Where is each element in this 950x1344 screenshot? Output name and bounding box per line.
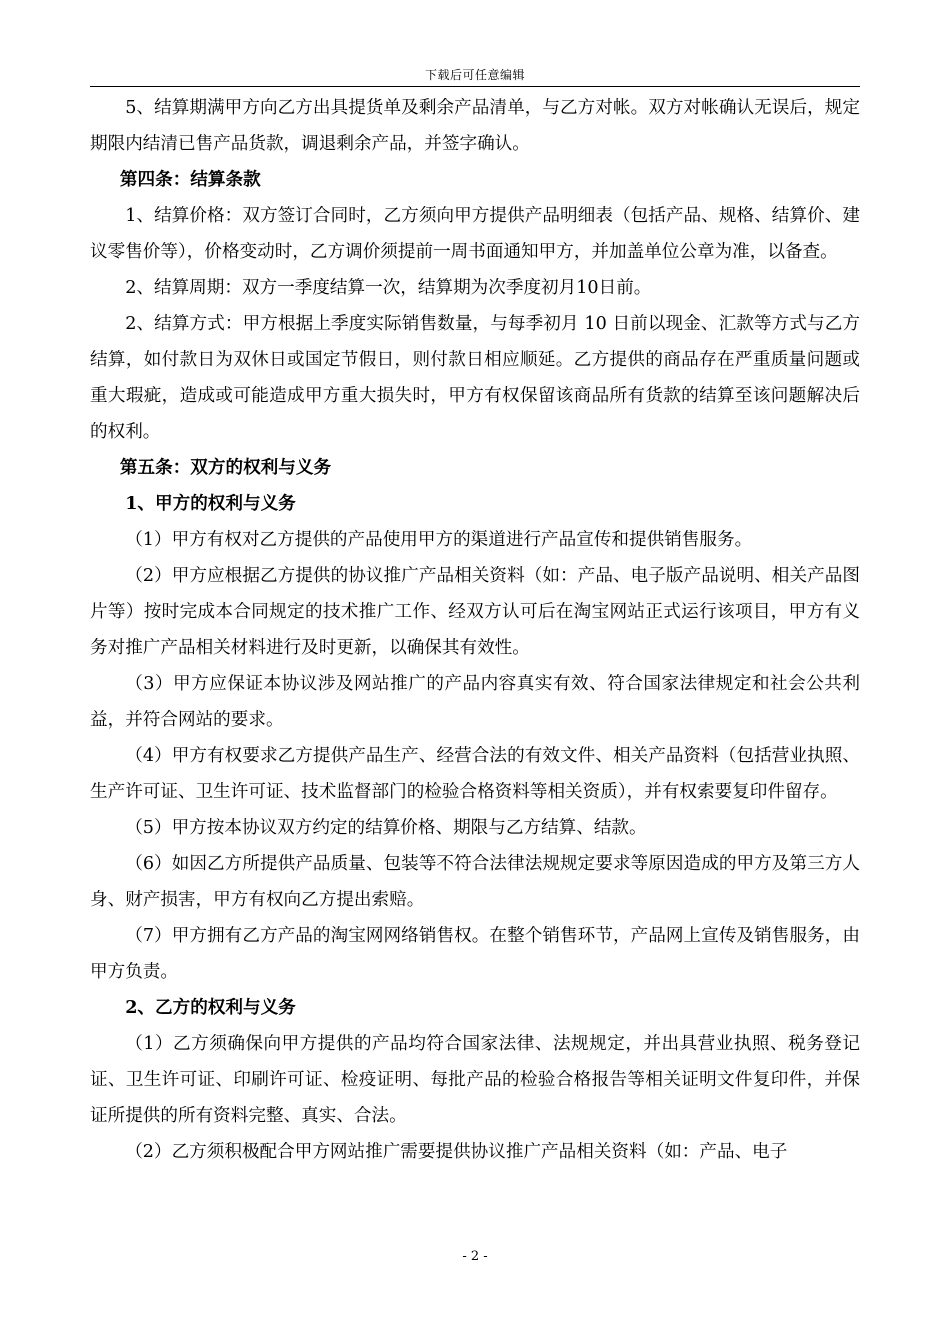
paragraph-settlement-price: 1、结算价格：双方签订合同时，乙方须向甲方提供产品明细表（包括产品、规格、结算价、建议零售价等），价格变动时，乙方调价须提前一周书面通知甲方，并加盖单位公章为准，以备查。 bbox=[90, 206, 860, 262]
party-a-item: （5）甲方按本协议双方约定的结算价格、期限与乙方结算、结款。 bbox=[125, 818, 647, 838]
article-4-heading: 第四条：结算条款 bbox=[119, 169, 261, 190]
party-b-item: （2）乙方须积极配合甲方网站推广需要提供协议推广产品相关资料（如：产品、电子 bbox=[125, 1142, 788, 1162]
party-a-item: （4）甲方有权要求乙方提供产品生产、经营合法的有效文件、相关产品资料（包括营业执照、生产许可证、卫生许可证、技术监督部门的检验合格资料等相关资质），并有权索要复印件留存。 bbox=[90, 746, 860, 802]
paragraph-settlement-5: 5、结算期满甲方向乙方出具提货单及剩余产品清单，与乙方对帐。双方对帐确认无误后，规定期限内结清已售产品货款，调退剩余产品，并签字确认。 bbox=[90, 98, 860, 154]
document-body bbox=[90, 90, 860, 1170]
party-a-item: （7）甲方拥有乙方产品的淘宝网网络销售权。在整个销售环节，产品网上宣传及销售服务，由甲方负责。 bbox=[90, 926, 860, 982]
party-b-item: （1）乙方须确保向甲方提供的产品均符合国家法律、法规规定，并出具营业执照、税务登记证、卫生许可证、印刷许可证、检疫证明、每批产品的检验合格报告等相关证明文件复印件，并保证所提供的所有资料完整、真实、合法。 bbox=[90, 1034, 860, 1126]
header-divider bbox=[90, 86, 860, 87]
party-a-heading: 1、甲方的权利与义务 bbox=[125, 493, 296, 514]
article-5-heading: 第五条：双方的权利与义务 bbox=[119, 457, 332, 478]
paragraph-settlement-method: 2、结算方式：甲方根据上季度实际销售数量，与每季初月 10 日前以现金、汇款等方式与乙方结算，如付款日为双休日或国定节假日，则付款日相应顺延。乙方提供的商品存在严重质量问题或重大瑕疵，造成或可能造成甲方重大损失时，甲方有权保留该商品所有货款的结算至该问题解决后的权利。 bbox=[90, 314, 860, 442]
party-a-item: （1）甲方有权对乙方提供的产品使用甲方的渠道进行产品宣传和提供销售服务。 bbox=[125, 530, 753, 550]
party-a-item: （2）甲方应根据乙方提供的协议推广产品相关资料（如：产品、电子版产品说明、相关产品图片等）按时完成本合同规定的技术推广工作、经双方认可后在淘宝网站正式运行该项目，甲方有义务对推广产品相关材料进行及时更新，以确保其有效性。 bbox=[90, 566, 860, 658]
party-b-heading: 2、乙方的权利与义务 bbox=[125, 997, 296, 1018]
party-a-item: （6）如因乙方所提供产品质量、包装等不符合法律法规规定要求等原因造成的甲方及第三方人身、财产损害，甲方有权向乙方提出索赔。 bbox=[90, 854, 860, 910]
party-a-item: （3）甲方应保证本协议涉及网站推广的产品内容真实有效、符合国家法律规定和社会公共利益，并符合网站的要求。 bbox=[90, 674, 860, 730]
page-number: - 2 - bbox=[462, 1249, 488, 1264]
paragraph-settlement-period: 2、结算周期：双方一季度结算一次，结算期为次季度初月10日前。 bbox=[125, 278, 652, 298]
page-header: 下载后可任意编辑 bbox=[424, 68, 525, 82]
